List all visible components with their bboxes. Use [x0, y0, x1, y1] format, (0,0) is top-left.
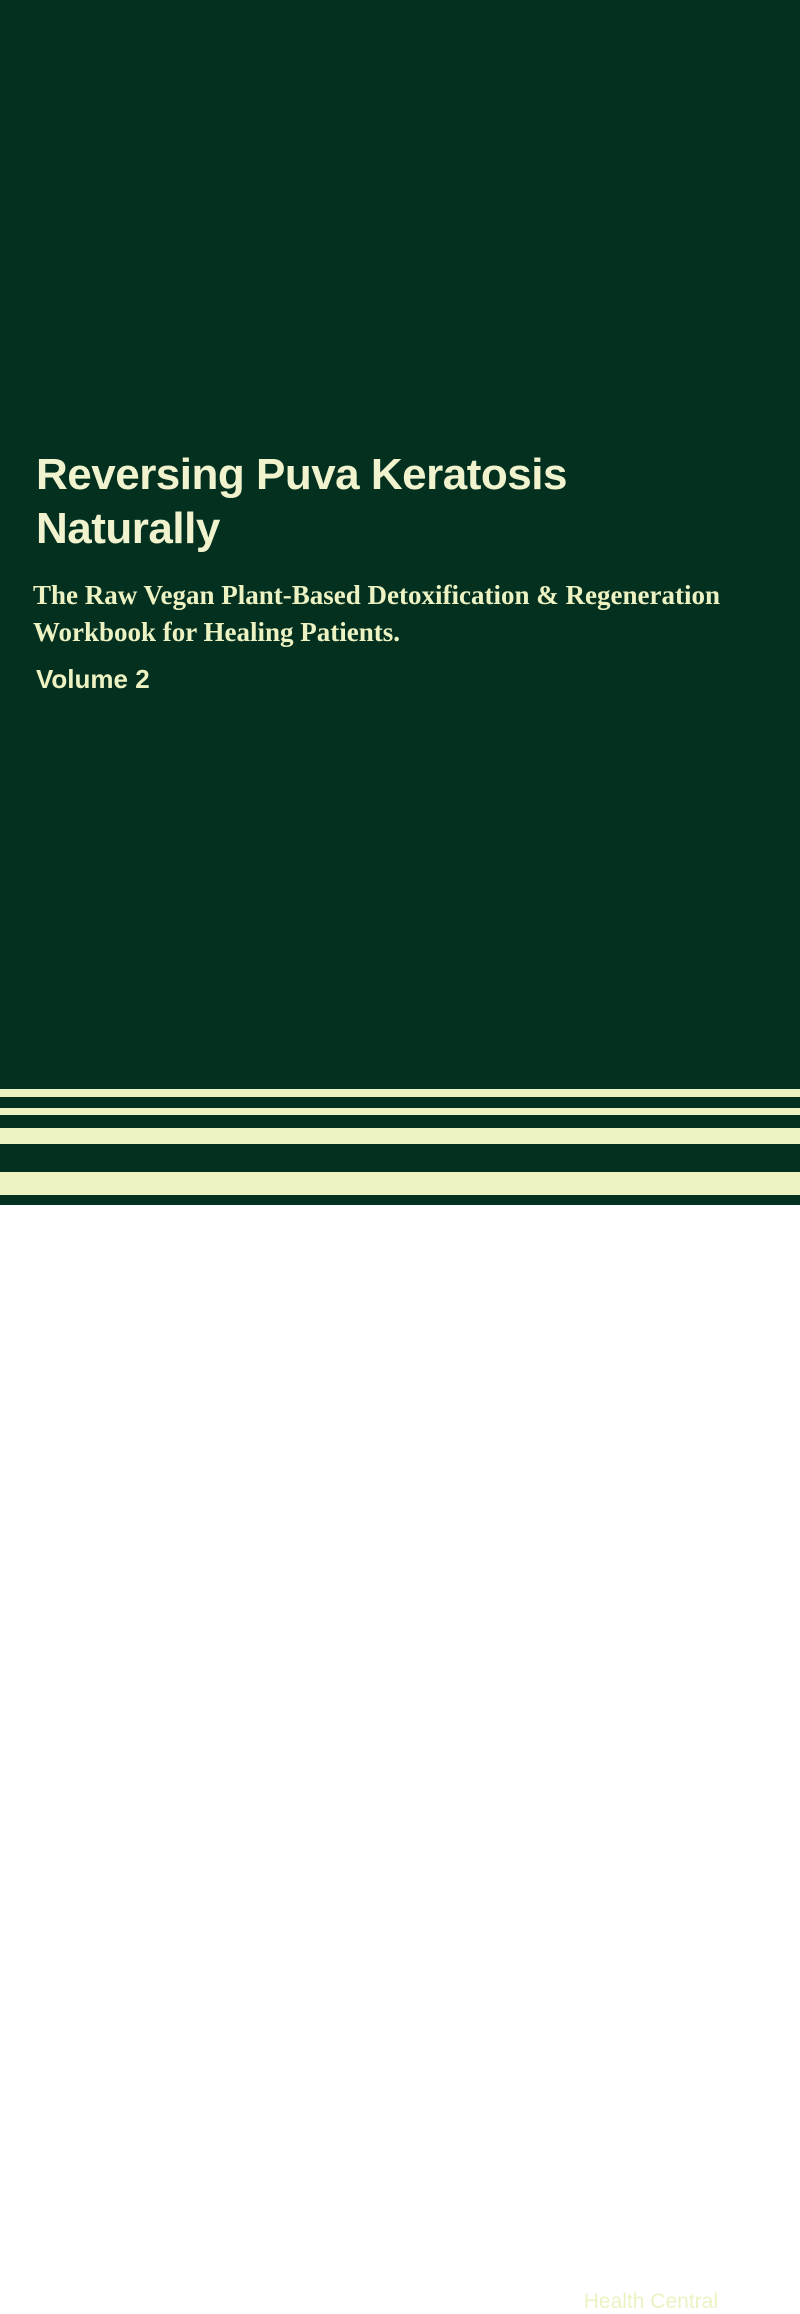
book-subtitle: [33, 577, 773, 651]
publisher-band: [0, 1144, 800, 2313]
footer-stripe-wide: [0, 1172, 800, 1195]
book-subtitle-line-1: The Raw Vegan Plant-Based Detoxification & Regeneration: [33, 580, 720, 610]
book-title-line-1: Reversing Puva Keratosis: [36, 450, 567, 499]
footer-stripe-thin-1: [0, 1089, 800, 1097]
publisher-name: Health Central: [583, 2290, 718, 2313]
footer-stripe-medium: [0, 1128, 800, 1144]
book-subtitle-line-2: Workbook for Healing Patients.: [33, 617, 401, 647]
book-title: [36, 448, 766, 556]
book-title-line-2: Naturally: [36, 504, 220, 553]
volume-label: Volume 2: [36, 664, 150, 694]
footer-stripe-thin-2: [0, 1108, 800, 1115]
